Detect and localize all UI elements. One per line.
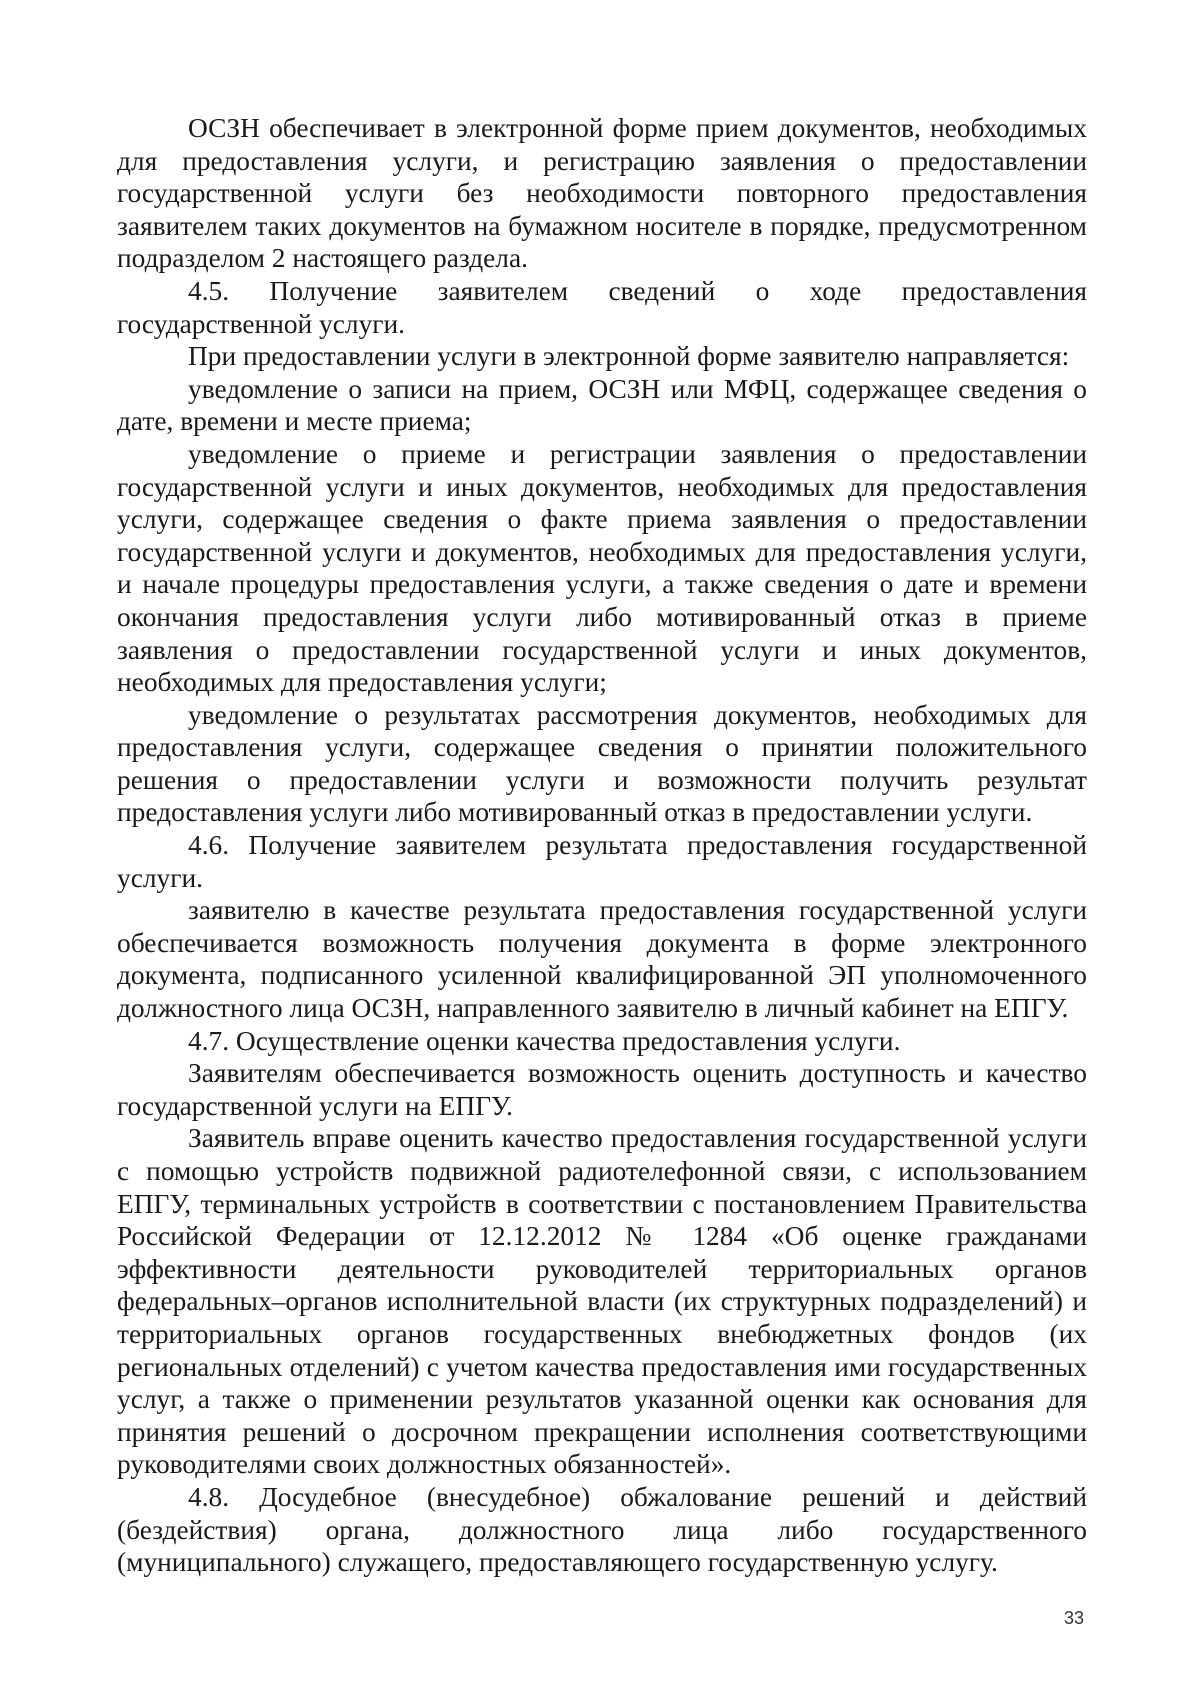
paragraph-electronic-result: заявителю в качестве результата предоставления государственной услуги обеспечивается возможность получения документа в форме электронного документа, подписанного усиленной квалифицированной ЭП уполномоченного должностного лица ОСЗН, направленного заявителю в личный кабинет на ЕПГУ. bbox=[117, 895, 1087, 1024]
heading-4-5-status-info: 4.5. Получение заявителем сведений о ходе предоставления государственной услуги. bbox=[117, 275, 1087, 339]
heading-4-8-pretrial-appeal: 4.8. Досудебное (внесудебное) обжалование решений и действий (бездействия) органа, должностного лица либо государственного (муниципального) служащего, предоставляющего государственную услугу. bbox=[117, 1481, 1087, 1578]
paragraph-review-results-notice: уведомление о результатах рассмотрения документов, необходимых для предоставления услуги, содержащее сведения о принятии положительного решения о предоставлении услуги и возможности получить результат предоставления услуги либо мотивированный отказ в предоставлении услуги. bbox=[117, 699, 1087, 828]
paragraph-appointment-notice: уведомление о записи на прием, ОСЗН или МФЦ, содержащее сведения о дате, времени и месте приема; bbox=[117, 373, 1087, 437]
heading-4-7-quality-assessment: 4.7. Осуществление оценки качества предоставления услуги. bbox=[188, 1025, 901, 1056]
paragraph-electronic-intake: ОСЗН обеспечивает в электронной форме прием документов, необходимых для предоставления услуги, и регистрацию заявления о предоставлении государственной услуги без необходимости повторного предоставления заявителем таких документов на бумажном носителе в порядке, предусмотренном подразделом 2 настоящего раздела. bbox=[117, 113, 1087, 274]
page-number: 33 bbox=[1063, 1608, 1084, 1628]
document-body bbox=[117, 112, 1087, 1579]
paragraph-quality-epgu: Заявителям обеспечивается возможность оценить доступность и качество государственной услуги на ЕПГУ. bbox=[117, 1058, 1087, 1121]
paragraph-notifications-intro: При предоставлении услуги в электронной форме заявителю направляется: bbox=[188, 341, 1070, 372]
paragraph-quality-devices: Заявитель вправе оценить качество предоставления государственной услуги с помощью устройств подвижной радиотелефонной связи, с использованием ЕПГУ, терминальных устройств в соответствии с постановлением Правительства Российской Федерации от 12.12.2012 № 1284 «Об оценке гражданами эффективности деятельности руководителей территориальных органов федеральных–органов исполнительной власти (их структурных подразделений) и территориальных органов государственных внебюджетных фондов (их региональных отделений) с учетом качества предоставления ими государственных услуг, а также о применении результатов указанной оценки как основания для принятия решений о досрочном прекращении исполнения соответствующими руководителями своих должностных обязанностей». bbox=[117, 1123, 1087, 1480]
heading-4-6-service-result: 4.6. Получение заявителем результата предоставления государственной услуги. bbox=[117, 830, 1087, 893]
paragraph-registration-notice: уведомление о приеме и регистрации заявления о предоставлении государственной услуги и иных документов, необходимых для предоставления услуги, содержащее сведения о факте приема заявления о предоставлении государственной услуги и документов, необходимых для предоставления услуги, и начале процедуры предоставления услуги, а также сведения о дате и времени окончания предоставления услуги либо мотивированный отказ в приеме заявления о предоставлении государственной услуги и иных документов, необходимых для предоставления услуги; bbox=[117, 438, 1087, 698]
